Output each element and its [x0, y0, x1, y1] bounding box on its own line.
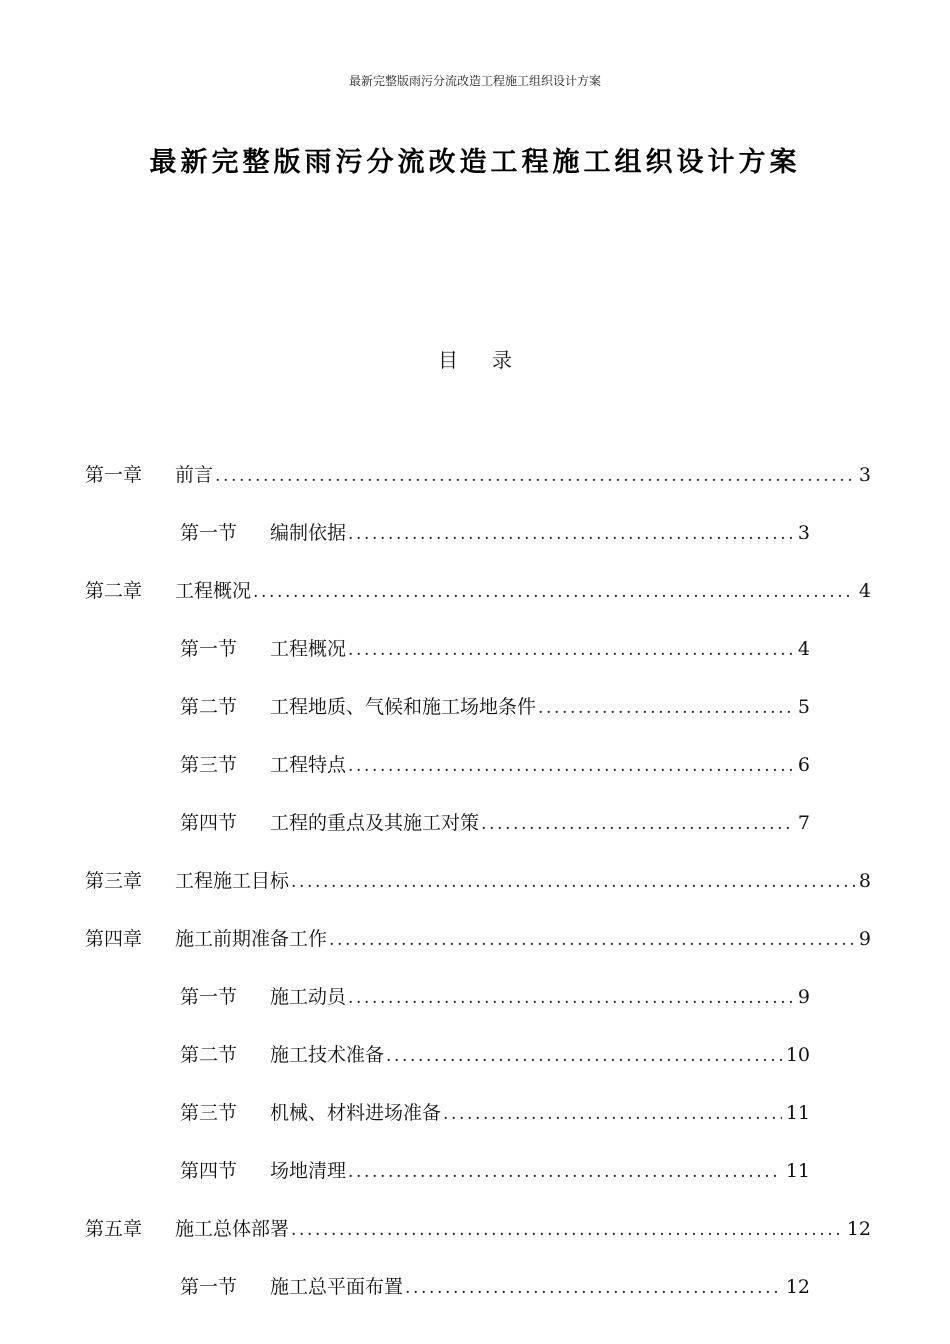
- toc-entry-page: 3: [858, 464, 871, 486]
- toc-entry-title: 施工总体部署: [175, 1218, 290, 1240]
- toc-entry-section[interactable]: [180, 1042, 810, 1069]
- toc-entry-label: 第三节: [180, 1102, 238, 1124]
- toc-entry-chapter[interactable]: [85, 462, 871, 489]
- toc-entry-page: 8: [858, 870, 871, 892]
- dot-leader: [348, 1159, 782, 1185]
- toc-entry-title: 工程概况: [175, 580, 252, 602]
- dot-leader: [481, 811, 794, 837]
- toc-entry-label: 第四章: [85, 928, 143, 950]
- toc-entry-chapter[interactable]: [85, 578, 871, 605]
- toc-entry-page: 7: [797, 812, 810, 834]
- dot-leader: [348, 521, 794, 547]
- toc-entry-title: 工程概况: [270, 638, 347, 660]
- toc-entry-page: 11: [785, 1102, 810, 1124]
- toc-entry-page: 4: [858, 580, 871, 602]
- toc-entry-label: 第一章: [85, 464, 143, 486]
- toc-entry-label: 第二节: [180, 696, 238, 718]
- toc-entry-label: 第四节: [180, 812, 238, 834]
- toc-entry-section[interactable]: [180, 984, 810, 1011]
- toc-entry-page: 4: [797, 638, 810, 660]
- toc-entry-section[interactable]: [180, 752, 810, 779]
- toc-entry-title: 编制依据: [270, 522, 347, 544]
- document-title: 最新完整版雨污分流改造工程施工组织设计方案: [149, 147, 801, 178]
- toc-entry-label: 第一节: [180, 522, 238, 544]
- dot-leader: [348, 637, 794, 663]
- dot-leader: [348, 985, 794, 1011]
- toc-entry-section[interactable]: [180, 1274, 810, 1301]
- toc-entry-section[interactable]: [180, 810, 810, 837]
- toc-entry-section[interactable]: [180, 1158, 810, 1185]
- toc-entry-title: 施工动员: [270, 986, 347, 1008]
- dot-leader: [443, 1101, 782, 1127]
- dot-leader: [215, 463, 855, 489]
- dot-leader: [329, 927, 855, 953]
- toc-heading-right: 录: [492, 348, 512, 372]
- toc-entry-label: 第三节: [180, 754, 238, 776]
- dot-leader: [386, 1043, 782, 1069]
- toc-entry-title: 场地清理: [270, 1160, 347, 1182]
- toc-entry-title: 工程施工目标: [175, 870, 290, 892]
- toc-entry-title: 工程地质、气候和施工场地条件: [270, 696, 537, 718]
- dot-leader: [253, 579, 855, 605]
- toc-entry-page: 9: [797, 986, 810, 1008]
- dot-leader: [405, 1275, 782, 1301]
- toc-entry-chapter[interactable]: [85, 1216, 871, 1243]
- toc-entry-section[interactable]: [180, 636, 810, 663]
- toc-entry-chapter[interactable]: [85, 926, 871, 953]
- toc-entry-page: 10: [785, 1044, 810, 1066]
- toc-entry-label: 第一节: [180, 986, 238, 1008]
- toc-entry-title: 施工前期准备工作: [175, 928, 328, 950]
- toc-entry-label: 第四节: [180, 1160, 238, 1182]
- toc-entry-page: 12: [785, 1276, 810, 1298]
- running-header: 最新完整版雨污分流改造工程施工组织设计方案: [348, 74, 601, 88]
- toc-entry-label: 第一节: [180, 638, 238, 660]
- toc-entry-title: 工程特点: [270, 754, 347, 776]
- toc-entry-title: 机械、材料进场准备: [270, 1102, 442, 1124]
- toc-entry-title: 施工总平面布置: [270, 1276, 404, 1298]
- toc-entry-label: 第一节: [180, 1276, 238, 1298]
- toc-entry-label: 第二节: [180, 1044, 238, 1066]
- toc-entry-page: 11: [785, 1160, 810, 1182]
- toc-entry-label: 第二章: [85, 580, 143, 602]
- toc-entry-label: 第五章: [85, 1218, 143, 1240]
- dot-leader: [348, 753, 794, 779]
- toc-entry-page: 3: [797, 522, 810, 544]
- toc-entry-title: 施工技术准备: [270, 1044, 385, 1066]
- toc-entry-label: 第三章: [85, 870, 143, 892]
- toc-entry-section[interactable]: [180, 694, 810, 721]
- toc-heading: [0, 344, 950, 373]
- toc-entry-page: 12: [846, 1218, 871, 1240]
- toc-entry-chapter[interactable]: [85, 868, 871, 895]
- toc-entry-section[interactable]: [180, 1100, 810, 1127]
- dot-leader: [291, 869, 855, 895]
- toc-entry-page: 9: [858, 928, 871, 950]
- toc-entry-title: 前言: [175, 464, 214, 486]
- toc-entry-page: 6: [797, 754, 810, 776]
- toc-entry-page: 5: [797, 696, 810, 718]
- toc-entry-section[interactable]: [180, 520, 810, 547]
- dot-leader: [538, 695, 794, 721]
- dot-leader: [291, 1217, 843, 1243]
- toc-entry-title: 工程的重点及其施工对策: [270, 812, 480, 834]
- toc-heading-left: 目: [438, 348, 458, 372]
